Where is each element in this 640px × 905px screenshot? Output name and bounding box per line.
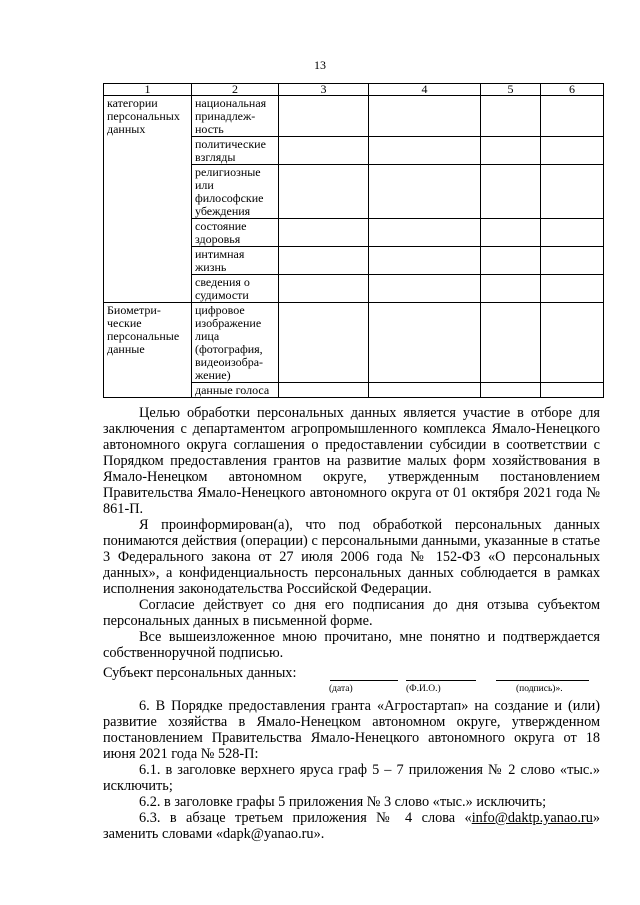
amendment-6: 6. В Порядке предоставления гранта «Агростартап» на создание и (или) развитие хозяйства в Ямало-Ненецком автономном округе, утвержденном постановлением Правительства Ямало-Ненецкого автономного округа от 18 июня 2021 года № 528-П: xyxy=(103,698,600,762)
purpose-paragraph: Целью обработки персональных данных является участие в отборе для заключения с департаментом агропромышленного комплекса Ямало-Ненецкого автономного округа соглашения о предоставлении субсидии в соответствии с Порядком предоставления грантов на развитие малых форм хозяйствования в Ямало-Ненецком автономном округе, утвержденным постановлением Правительства Ямало-Ненецкого автономного округа от 01 октября 2021 года № 861-П. xyxy=(103,405,600,517)
personal-data-table xyxy=(103,83,604,398)
page-number: 13 xyxy=(314,58,326,72)
amendment-6-2: 6.2. в заголовке графы 5 приложения № 3 слово «тыс.» исключить; xyxy=(139,794,547,810)
table-header-cell: 1 xyxy=(104,84,192,96)
item-cell: интимная жизнь xyxy=(192,247,279,275)
table-header-cell: 5 xyxy=(481,84,541,96)
fio-line xyxy=(406,680,476,681)
item-cell: религиозные или философские убеждения xyxy=(192,165,279,219)
confirmation-paragraph: Все вышеизложенное мною прочитано, мне понятно и подтверждается собственноручной подписью. xyxy=(103,629,600,661)
date-line xyxy=(330,680,398,681)
amendments-text xyxy=(103,698,600,842)
table-header-cell: 2 xyxy=(192,84,279,96)
fio-caption: (Ф.И.О.) xyxy=(406,684,441,694)
amendment-6-3-after: » заменить словами «dapk@yanao.ru». xyxy=(103,810,600,842)
date-caption: (дата) xyxy=(329,684,353,694)
table-header-cell: 6 xyxy=(541,84,604,96)
amendment-6-3 xyxy=(103,810,600,842)
table-header-cell: 3 xyxy=(279,84,369,96)
informed-paragraph: Я проинформирован(а), что под обработкой персональных данных понимаются действия (операции) с персональными данными, указанные в статье 3 Федерального закона от 27 июля 2006 года № 152-ФЗ «О персональных данных», а конфиденциальность персональных данных соблюдается в рамках исполнения законодательства Российской Федерации. xyxy=(103,517,600,597)
category-cell: категории персональных данных xyxy=(104,96,192,303)
table-row xyxy=(104,303,604,383)
consent-text xyxy=(103,405,600,661)
table-row xyxy=(104,96,604,137)
amendment-6-1: 6.1. в заголовке верхнего яруса граф 5 – 7 приложения № 2 слово «тыс.» исключить; xyxy=(103,762,600,794)
item-cell: сведения о судимости xyxy=(192,275,279,303)
item-cell: данные голоса xyxy=(192,383,279,398)
sign-line xyxy=(496,680,589,681)
validity-paragraph: Согласие действует со дня его подписания до дня отзыва субъектом персональных данных в письменной форме. xyxy=(103,597,600,629)
category-cell: Биометри-ческие персональные данные xyxy=(104,303,192,398)
item-cell: политические взгляды xyxy=(192,137,279,165)
email-link[interactable]: info@daktp.yanao.ru xyxy=(471,810,593,826)
signature-label: Субъект персональных данных: xyxy=(103,665,297,681)
sign-caption: (подпись)». xyxy=(516,684,563,694)
amendment-6-3-before: 6.3. в абзаце третьем приложения № 4 слова « xyxy=(139,810,472,826)
item-cell: национальная принадлеж-ность xyxy=(192,96,279,137)
item-cell: состояние здоровья xyxy=(192,219,279,247)
item-cell: цифровое изображение лица (фотография, видеоизобра-жение) xyxy=(192,303,279,383)
table-header-cell: 4 xyxy=(369,84,481,96)
table-header-row xyxy=(104,84,604,96)
